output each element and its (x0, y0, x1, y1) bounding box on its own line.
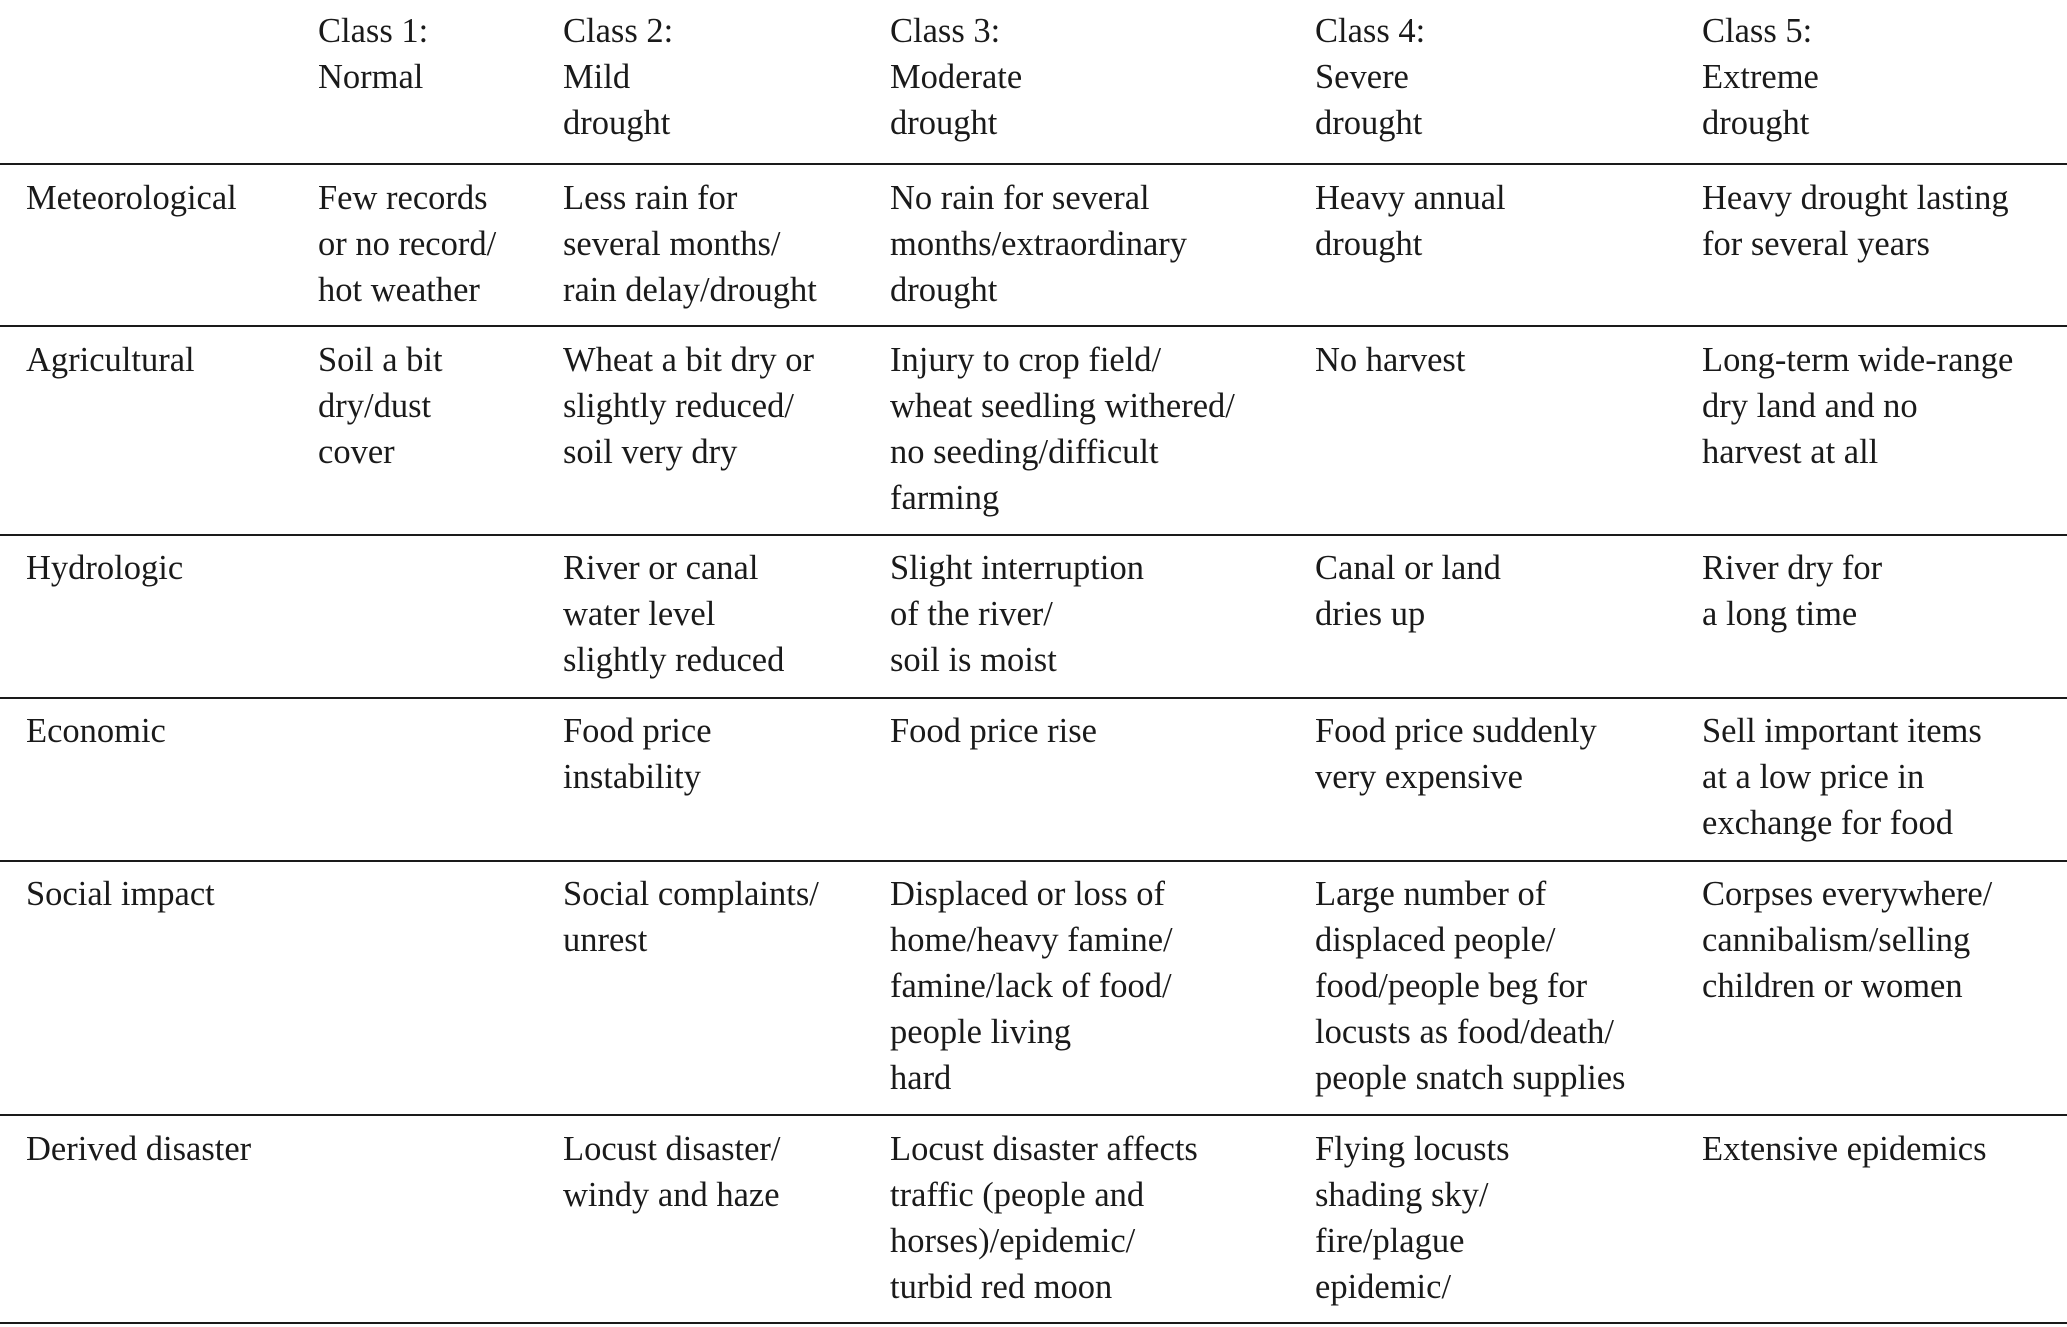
header-class-3: Class 3: Moderate drought (890, 12, 1023, 142)
table-cell: Injury to crop field/ wheat seedling withered/ no seeding/difficult farming (890, 341, 1235, 517)
table-cell: No harvest (1315, 341, 1466, 379)
table-cell: Food price instability (563, 712, 712, 796)
header-class-1: Class 1: Normal (318, 12, 429, 96)
table-cell: Large number of displaced people/ food/people beg for locusts as food/death/ people snatch supplies (1315, 875, 1626, 1097)
table-cell: Heavy annual drought (1315, 179, 1506, 263)
header-class-4: Class 4: Severe drought (1315, 12, 1426, 142)
row-label: Social impact (26, 875, 215, 913)
table-cell: Food price rise (890, 712, 1097, 750)
row-label: Meteorological (26, 179, 237, 217)
bottom-rule (0, 1322, 2067, 1324)
table-cell: River or canal water level slightly reduced (563, 549, 785, 679)
table-cell: Less rain for several months/ rain delay/drought (563, 179, 817, 309)
table-cell: Sell important items at a low price in exchange for food (1702, 712, 1982, 842)
table-cell: Soil a bit dry/dust cover (318, 341, 443, 471)
header-class-2: Class 2: Mild drought (563, 12, 674, 142)
row-label: Economic (26, 712, 166, 750)
header-class-5: Class 5: Extreme drought (1702, 12, 1819, 142)
table-cell: Food price suddenly very expensive (1315, 712, 1597, 796)
table-cell: Heavy drought lasting for several years (1702, 179, 2009, 263)
table-cell: River dry for a long time (1702, 549, 1883, 633)
table-cell: Flying locusts shading sky/ fire/plague epidemic/ (1315, 1130, 1510, 1306)
table-cell: Locust disaster/ windy and haze (563, 1130, 781, 1214)
row-label: Derived disaster (26, 1130, 252, 1168)
table-cell: Few records or no record/ hot weather (318, 179, 497, 309)
table-cell: Slight interruption of the river/ soil is moist (890, 549, 1144, 679)
row-divider (0, 860, 2067, 862)
table-cell: Locust disaster affects traffic (people and horses)/epidemic/ turbid red moon (890, 1130, 1198, 1306)
table-cell: Wheat a bit dry or slightly reduced/ soil very dry (563, 341, 814, 471)
table-cell: Social complaints/ unrest (563, 875, 819, 959)
table-cell: Canal or land dries up (1315, 549, 1501, 633)
table-cell: No rain for several months/extraordinary drought (890, 179, 1188, 309)
table-cell: Long-term wide-range dry land and no harvest at all (1702, 341, 2014, 471)
header-rule (0, 163, 2067, 165)
row-label: Agricultural (26, 341, 195, 379)
row-divider (0, 325, 2067, 327)
row-label: Hydrologic (26, 549, 184, 587)
table-cell: Extensive epidemics (1702, 1130, 1987, 1168)
row-divider (0, 1114, 2067, 1116)
row-divider (0, 697, 2067, 699)
table-cell: Displaced or loss of home/heavy famine/ famine/lack of food/ people living hard (890, 875, 1173, 1097)
table-cell: Corpses everywhere/ cannibalism/selling children or women (1702, 875, 1993, 1005)
row-divider (0, 534, 2067, 536)
